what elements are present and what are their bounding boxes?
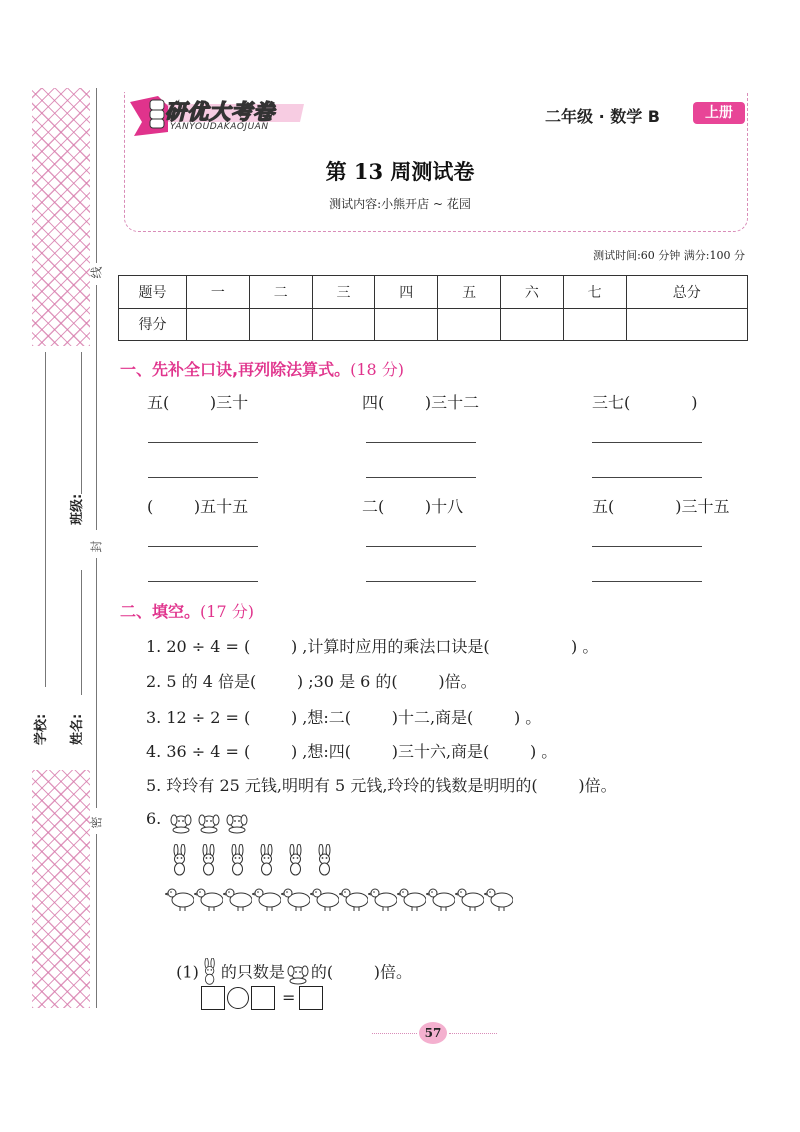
duck-icon [223,885,252,913]
score-header-cell: 一 [187,276,250,309]
page-title: 第 13 周测试卷 [325,159,475,184]
score-input-cell[interactable] [312,308,375,341]
section1-item[interactable]: ( )五十五 [147,497,249,516]
cut-line [96,834,97,1008]
duck-icon [339,885,368,913]
answer-line[interactable] [148,477,258,478]
question-5[interactable]: 5. 玲玲有 25 元钱,明明有 5 元钱,玲玲的钱数是明明的( )倍。 [146,776,617,795]
answer-box[interactable] [251,986,275,1010]
question-3[interactable]: 3. 12 ÷ 2 = ( ) ,想:二( )十二,商是( ) 。 [146,708,542,727]
cut-line [96,558,97,808]
score-input-cell[interactable] [438,308,501,341]
page-subtitle: 测试内容:小熊开店 ~ 花园 [329,197,471,211]
section1-title: 一、先补全口诀,再列除法算式。(18 分) [120,360,405,379]
answer-line[interactable] [366,477,476,478]
class-label: 班级: [70,493,85,525]
rabbit-icon [283,844,312,877]
score-input-cell[interactable] [375,308,438,341]
volume-badge: 上册 [693,102,745,124]
grade-subject: 二年级 · 数学 B [545,107,660,126]
duck-icon [484,885,513,913]
score-header-cell: 题号 [119,276,187,309]
class-field-line[interactable] [81,352,82,494]
score-header-cell: 二 [249,276,312,309]
question-4[interactable]: 4. 36 ÷ 4 = ( ) ,想:四( )三十六,商是( ) 。 [146,742,558,761]
puppy-icon [285,961,311,985]
section2-title: 二、填空。(17 分) [120,602,254,621]
rabbit-icon [312,844,341,877]
answer-line[interactable] [148,546,258,547]
name-label: 姓名: [70,713,85,745]
duck-icon [281,885,310,913]
question-6-1-mid: 的只数是 [220,962,285,982]
question-6-1-prefix: (1) [176,962,199,982]
score-table [118,275,748,341]
rabbit-row [167,844,341,877]
answer-line[interactable] [592,477,702,478]
answer-box[interactable] [201,986,225,1010]
score-header-cell: 三 [312,276,375,309]
operator-circle[interactable] [227,987,249,1009]
duck-icon [165,885,194,913]
score-header-cell: 六 [500,276,563,309]
duck-row [165,885,513,913]
name-field-line[interactable] [81,570,82,695]
duck-icon [397,885,426,913]
rabbit-icon [167,844,196,877]
answer-line[interactable] [592,581,702,582]
page-dots-right [449,1033,497,1034]
cut-label-secret: 密 [89,816,104,829]
rabbit-icon [225,844,254,877]
answer-line[interactable] [148,442,258,443]
duck-icon [252,885,281,913]
answer-line[interactable] [592,546,702,547]
section1-item[interactable]: 四( )三十二 [362,393,480,412]
section1-item[interactable]: 五( )三十五 [592,497,730,516]
score-header-cell: 七 [563,276,626,309]
score-header-cell: 总分 [626,276,747,309]
answer-line[interactable] [148,581,258,582]
answer-box[interactable] [299,986,323,1010]
puppy-icon [224,810,252,836]
score-input-cell[interactable] [249,308,312,341]
section1-item[interactable]: 二( )十八 [362,497,464,516]
score-input-cell[interactable] [626,308,747,341]
score-header-cell: 四 [375,276,438,309]
logo-subtext: YANYOUDAKAOJUAN [170,122,269,132]
cut-label-seal: 封 [89,540,104,553]
answer-line[interactable] [592,442,702,443]
page-number: 57 [419,1022,447,1044]
rabbit-icon [254,844,283,877]
decorative-lattice-top [32,88,90,346]
answer-line[interactable] [366,581,476,582]
duck-icon [194,885,223,913]
equals-sign: = [282,988,296,1007]
duck-icon [368,885,397,913]
duck-icon [455,885,484,913]
question-6-1[interactable] [166,939,412,988]
score-table-header-row [119,276,748,309]
cut-label-line: 线 [89,266,104,279]
answer-line[interactable] [366,442,476,443]
score-input-cell[interactable] [187,308,250,341]
duck-icon [426,885,455,913]
exam-info: 测试时间:60 分钟 满分:100 分 [593,249,745,262]
puppy-row [168,810,252,836]
cut-line [96,285,97,530]
score-header-cell: 五 [438,276,501,309]
section1-item[interactable]: 五( )三十 [147,393,249,412]
decorative-lattice-bottom [32,770,90,1008]
question-1[interactable]: 1. 20 ÷ 4 = ( ) ,计算时应用的乘法口诀是( ) 。 [146,637,599,656]
section1-item[interactable]: 三七( ) [592,393,698,412]
score-table-score-row [119,308,748,341]
puppy-icon [168,810,196,836]
score-row-label: 得分 [119,308,187,341]
school-label: 学校: [34,713,49,745]
question-6-label: 6. [146,809,162,828]
rabbit-icon [199,958,221,988]
question-2[interactable]: 2. 5 的 4 倍是( ) ;30 是 6 的( )倍。 [146,672,477,691]
score-input-cell[interactable] [500,308,563,341]
logo-text: 研优大考卷 [165,100,275,124]
page-dots-left [372,1033,417,1034]
score-input-cell[interactable] [563,308,626,341]
puppy-icon [196,810,224,836]
question-6-1-end: 的( )倍。 [310,962,413,982]
school-field-line[interactable] [45,352,46,687]
rabbit-icon [196,844,225,877]
answer-line[interactable] [366,546,476,547]
duck-icon [310,885,339,913]
